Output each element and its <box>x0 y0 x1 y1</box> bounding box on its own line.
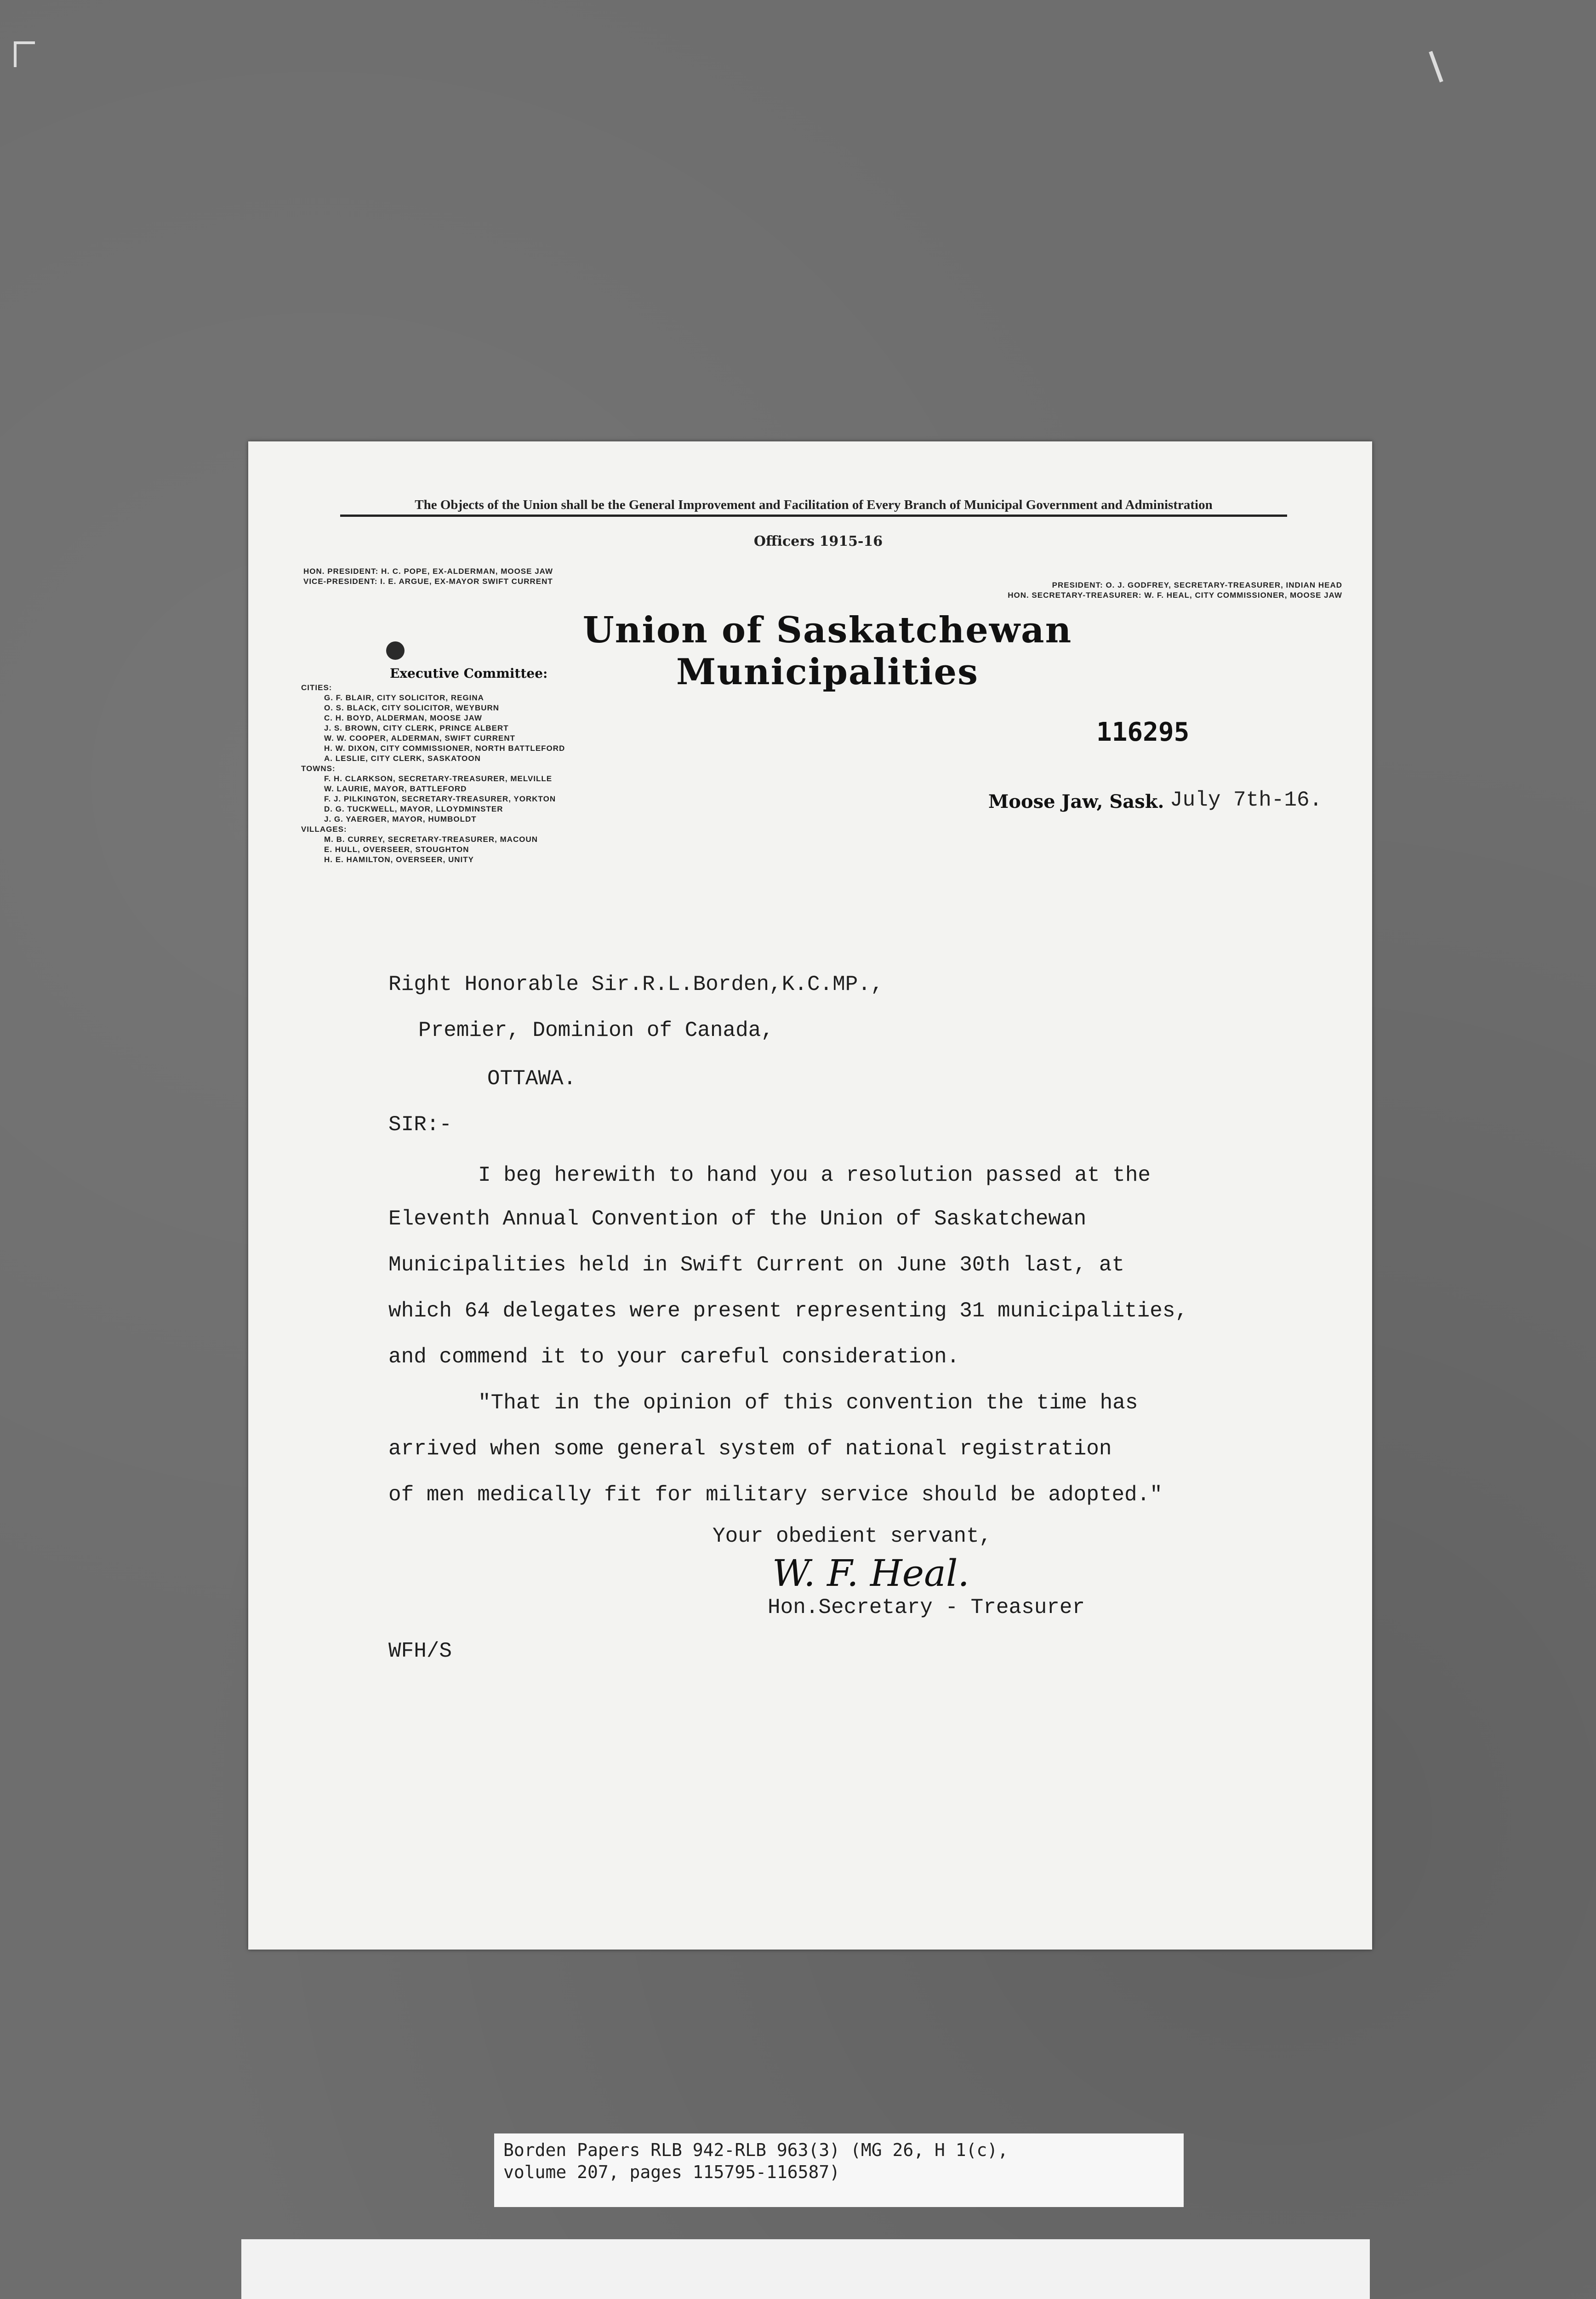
committee-member: D. G. TUCKWELL, MAYOR, LLOYDMINSTER <box>324 805 503 813</box>
hon-president: HON. PRESIDENT: H. C. POPE, EX-ALDERMAN, MOOSE JAW <box>303 567 553 576</box>
letterhead-title: Union of Saskatchewan Municipalities <box>582 609 1072 693</box>
hon-secretary: HON. SECRETARY-TREASURER: W. F. HEAL, CITY COMMISSIONER, MOOSE JAW <box>1008 591 1342 600</box>
body-line: I beg herewith to hand you a resolution passed at the <box>478 1163 1151 1187</box>
resolution-line: "That in the opinion of this convention the time has <box>478 1391 1138 1415</box>
executive-committee-list <box>301 683 715 865</box>
letter-place: Moose Jaw, Sask. <box>988 791 1164 812</box>
citation-line-1: Borden Papers RLB 942-RLB 963(3) (MG 26, H 1(c), <box>503 2140 1009 2160</box>
committee-member: F. J. PILKINGTON, SECRETARY-TREASURER, YORKTON <box>324 795 556 803</box>
executive-committee-label: Executive Committee: <box>390 666 548 681</box>
president: PRESIDENT: O. J. GODFREY, SECRETARY-TREASURER, INDIAN HEAD <box>1052 581 1342 589</box>
address-line-3: OTTAWA. <box>487 1067 576 1091</box>
officers-right <box>887 580 1342 600</box>
closing: Your obedient servant, <box>712 1524 992 1548</box>
salutation: SIR:- <box>388 1113 452 1137</box>
address-line-2: Premier, Dominion of Canada, <box>418 1018 774 1042</box>
letter-date: July 7th-16. <box>1170 788 1322 812</box>
body-line: which 64 delegates were present representing 31 municipalities, <box>388 1299 1188 1323</box>
vice-president: VICE-PRESIDENT: I. E. ARGUE, EX-MAYOR SWIFT CURRENT <box>303 577 553 586</box>
film-scratch-mark <box>1429 51 1443 83</box>
committee-member: M. B. CURREY, SECRETARY-TREASURER, MACOUN <box>324 835 538 844</box>
committee-category: TOWNS: <box>301 764 336 773</box>
signer-title: Hon.Secretary - Treasurer <box>768 1596 1085 1619</box>
citation-line-2: volume 207, pages 115795-116587) <box>503 2162 840 2182</box>
archive-card <box>241 2239 1370 2299</box>
committee-member: J. G. YAERGER, MAYOR, HUMBOLDT <box>324 815 477 824</box>
committee-member: C. H. BOYD, ALDERMAN, MOOSE JAW <box>324 714 482 722</box>
committee-member: W. W. COOPER, ALDERMAN, SWIFT CURRENT <box>324 734 516 743</box>
officers-left <box>303 566 717 587</box>
committee-member: F. H. CLARKSON, SECRETARY-TREASURER, MELVILLE <box>324 774 553 783</box>
body-line: Municipalities held in Swift Current on June 30th last, at <box>388 1253 1125 1277</box>
letterhead-motto: The Objects of the Union shall be the General Improvement and Facilitation of Every Branch of Municipal Government and Administration <box>340 498 1287 517</box>
committee-member: H. E. HAMILTON, OVERSEER, UNITY <box>324 855 474 864</box>
committee-member: O. S. BLACK, CITY SOLICITOR, WEYBURN <box>324 703 500 712</box>
ink-blot-mark <box>386 641 405 660</box>
typist-initials: WFH/S <box>388 1639 452 1663</box>
officers-label: Officers 1915-16 <box>753 533 883 549</box>
address-line-1: Right Honorable Sir.R.L.Borden,K.C.MP., <box>388 972 884 996</box>
citation-label <box>494 2133 1184 2207</box>
committee-member: W. LAURIE, MAYOR, BATTLEFORD <box>324 784 467 793</box>
committee-member: H. W. DIXON, CITY COMMISSIONER, NORTH BATTLEFORD <box>324 744 565 753</box>
committee-category: VILLAGES: <box>301 825 347 834</box>
body-line: and commend it to your careful consideration. <box>388 1345 960 1369</box>
handwritten-signature: W. F. Heal. <box>772 1552 969 1595</box>
body-line: Eleventh Annual Convention of the Union of Saskatchewan <box>388 1207 1087 1231</box>
document-number: 116295 <box>1096 717 1190 747</box>
committee-category: CITIES: <box>301 683 332 692</box>
committee-member: J. S. BROWN, CITY CLERK, PRINCE ALBERT <box>324 724 509 732</box>
committee-member: A. LESLIE, CITY CLERK, SASKATOON <box>324 754 481 763</box>
committee-member: G. F. BLAIR, CITY SOLICITOR, REGINA <box>324 693 484 702</box>
resolution-line: of men medically fit for military service should be adopted." <box>388 1483 1163 1507</box>
film-corner-mark <box>14 41 35 67</box>
resolution-line: arrived when some general system of national registration <box>388 1437 1112 1461</box>
committee-member: E. HULL, OVERSEER, STOUGHTON <box>324 845 469 854</box>
